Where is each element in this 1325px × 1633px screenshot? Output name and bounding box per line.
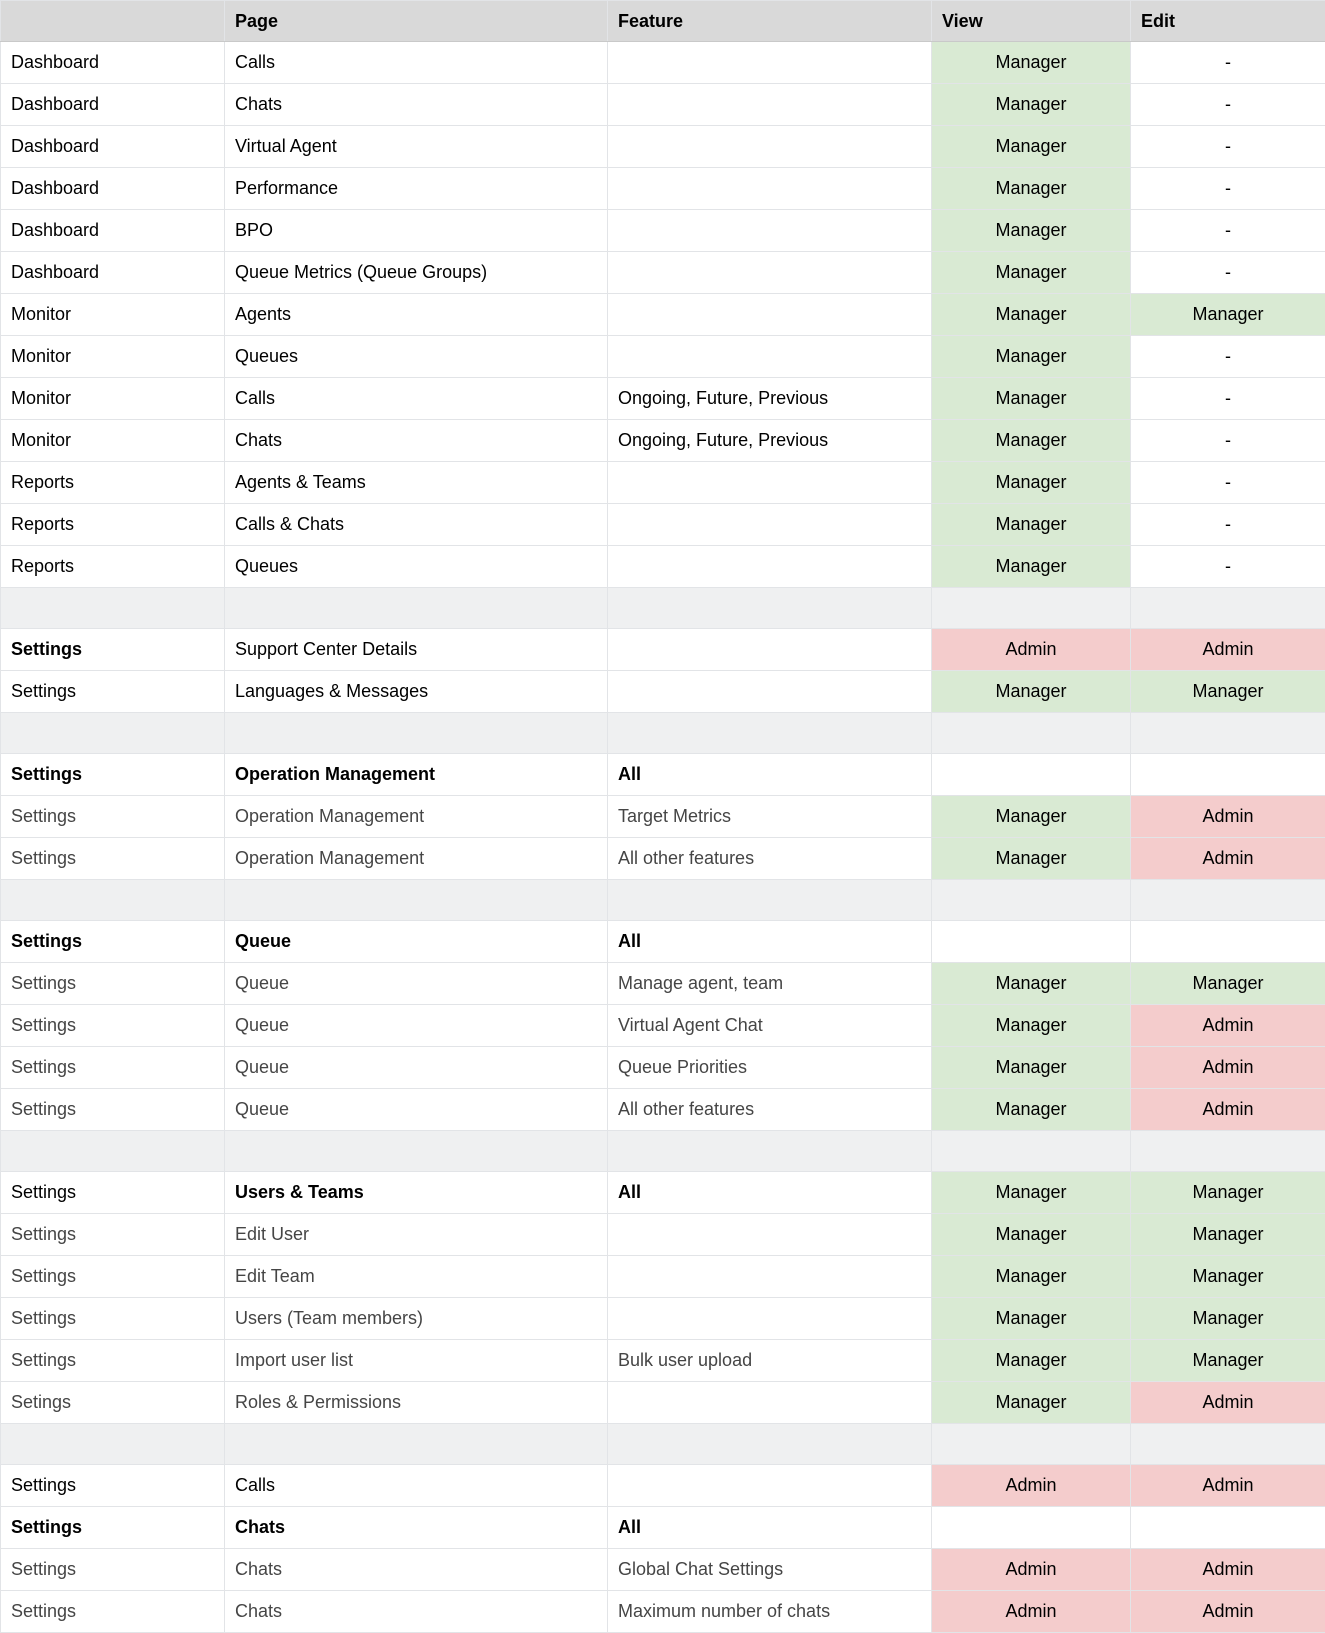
feature-cell[interactable]: Queue Priorities	[608, 1047, 932, 1089]
spacer-cell[interactable]	[932, 1424, 1131, 1465]
table-row	[1, 42, 1325, 84]
view-cell[interactable]: Manager	[932, 963, 1131, 1005]
view-cell[interactable]: Manager	[932, 1382, 1131, 1424]
table-row	[1, 921, 1325, 963]
table-row	[1, 963, 1325, 1005]
feature-cell[interactable]	[608, 671, 932, 713]
category-cell[interactable]: Reports	[1, 462, 225, 504]
spacer-cell[interactable]	[1131, 1424, 1325, 1465]
feature-cell[interactable]: All other features	[608, 1089, 932, 1131]
table-row	[1, 126, 1325, 168]
view-cell[interactable]	[932, 1507, 1131, 1549]
page-cell[interactable]: Edit User	[225, 1214, 608, 1256]
view-cell[interactable]: Manager	[932, 504, 1131, 546]
category-cell[interactable]: Settings	[1, 754, 225, 796]
feature-cell[interactable]	[608, 1298, 932, 1340]
edit-cell[interactable]: Admin	[1131, 1047, 1325, 1089]
table-row	[1, 754, 1325, 796]
category-cell[interactable]: Settings	[1, 921, 225, 963]
spacer-row	[1, 1131, 1325, 1172]
category-cell[interactable]: Settings	[1, 1465, 225, 1507]
spacer-cell[interactable]	[225, 880, 608, 921]
feature-cell[interactable]: All other features	[608, 838, 932, 880]
category-cell[interactable]: Settings	[1, 671, 225, 713]
spacer-cell[interactable]	[608, 880, 932, 921]
edit-cell[interactable]: Manager	[1131, 294, 1325, 336]
edit-cell[interactable]: Manager	[1131, 1340, 1325, 1382]
spacer-cell[interactable]	[1, 1424, 225, 1465]
table-row	[1, 629, 1325, 671]
category-cell[interactable]: Settings	[1, 796, 225, 838]
view-cell[interactable]	[932, 754, 1131, 796]
spacer-cell[interactable]	[225, 713, 608, 754]
category-cell[interactable]: Settings	[1, 1591, 225, 1633]
category-cell[interactable]: Dashboard	[1, 42, 225, 84]
feature-cell[interactable]: Target Metrics	[608, 796, 932, 838]
table-row	[1, 1214, 1325, 1256]
table-row	[1, 671, 1325, 713]
edit-cell[interactable]: Admin	[1131, 1005, 1325, 1047]
spacer-row	[1, 588, 1325, 629]
table-row	[1, 796, 1325, 838]
spacer-cell[interactable]	[225, 588, 608, 629]
table-row	[1, 84, 1325, 126]
category-cell[interactable]: Dashboard	[1, 210, 225, 252]
feature-cell[interactable]	[608, 1214, 932, 1256]
page-cell[interactable]: Agents & Teams	[225, 462, 608, 504]
edit-cell[interactable]: -	[1131, 546, 1325, 588]
view-cell[interactable]: Manager	[932, 126, 1131, 168]
category-cell[interactable]: Settings	[1, 1340, 225, 1382]
view-cell[interactable]: Admin	[932, 1465, 1131, 1507]
spacer-cell[interactable]	[608, 588, 932, 629]
feature-cell[interactable]: All	[608, 1172, 932, 1214]
view-cell[interactable]: Manager	[932, 1005, 1131, 1047]
feature-cell[interactable]	[608, 252, 932, 294]
category-cell[interactable]: Monitor	[1, 420, 225, 462]
table-row	[1, 336, 1325, 378]
spacer-cell[interactable]	[1, 880, 225, 921]
page-cell[interactable]: Queues	[225, 546, 608, 588]
table-row	[1, 1172, 1325, 1214]
edit-cell[interactable]: -	[1131, 336, 1325, 378]
view-cell[interactable]: Admin	[932, 1591, 1131, 1633]
view-cell[interactable]: Manager	[932, 420, 1131, 462]
view-cell[interactable]: Manager	[932, 336, 1131, 378]
table-row	[1, 378, 1325, 420]
category-cell[interactable]: Dashboard	[1, 168, 225, 210]
category-cell[interactable]: Reports	[1, 546, 225, 588]
category-cell[interactable]: Reports	[1, 504, 225, 546]
edit-cell[interactable]: Admin	[1131, 1382, 1325, 1424]
edit-cell[interactable]: -	[1131, 462, 1325, 504]
view-cell[interactable]: Manager	[932, 671, 1131, 713]
spacer-cell[interactable]	[225, 1131, 608, 1172]
page-cell[interactable]: Chats	[225, 84, 608, 126]
table-row	[1, 1382, 1325, 1424]
spacer-cell[interactable]	[932, 1131, 1131, 1172]
spacer-cell[interactable]	[1131, 1131, 1325, 1172]
page-cell[interactable]: Agents	[225, 294, 608, 336]
feature-cell[interactable]: All	[608, 921, 932, 963]
page-cell[interactable]: BPO	[225, 210, 608, 252]
spacer-cell[interactable]	[932, 588, 1131, 629]
view-cell[interactable]: Manager	[932, 546, 1131, 588]
spacer-cell[interactable]	[1, 588, 225, 629]
page-cell[interactable]: Chats	[225, 1549, 608, 1591]
view-cell[interactable]: Manager	[932, 838, 1131, 880]
feature-cell[interactable]: Manage agent, team	[608, 963, 932, 1005]
edit-cell[interactable]: -	[1131, 378, 1325, 420]
feature-cell[interactable]	[608, 1382, 932, 1424]
edit-cell[interactable]: Admin	[1131, 1591, 1325, 1633]
view-cell[interactable]: Manager	[932, 1089, 1131, 1131]
feature-cell[interactable]: All	[608, 1507, 932, 1549]
page-cell[interactable]: Languages & Messages	[225, 671, 608, 713]
feature-cell[interactable]: Ongoing, Future, Previous	[608, 420, 932, 462]
page-cell[interactable]: Calls	[225, 42, 608, 84]
spacer-row	[1, 880, 1325, 921]
table-row	[1, 1465, 1325, 1507]
header-view-cell[interactable]: View	[932, 1, 1131, 42]
category-cell[interactable]: Settings	[1, 963, 225, 1005]
view-cell[interactable]: Manager	[932, 294, 1131, 336]
edit-cell[interactable]: Admin	[1131, 1465, 1325, 1507]
header-feature-cell[interactable]: Feature	[608, 1, 932, 42]
page-cell[interactable]: Chats	[225, 1591, 608, 1633]
category-cell[interactable]: Dashboard	[1, 126, 225, 168]
page-cell[interactable]: Operation Management	[225, 796, 608, 838]
spacer-cell[interactable]	[1131, 880, 1325, 921]
table-row	[1, 1549, 1325, 1591]
page-cell[interactable]: Queues	[225, 336, 608, 378]
page-cell[interactable]: Operation Management	[225, 754, 608, 796]
spacer-cell[interactable]	[1, 713, 225, 754]
category-cell[interactable]: Monitor	[1, 336, 225, 378]
feature-cell[interactable]: Ongoing, Future, Previous	[608, 378, 932, 420]
page-cell[interactable]: Support Center Details	[225, 629, 608, 671]
feature-cell[interactable]: Maximum number of chats	[608, 1591, 932, 1633]
page-cell[interactable]: Calls	[225, 378, 608, 420]
header-page-cell[interactable]: Page	[225, 1, 608, 42]
feature-cell[interactable]	[608, 336, 932, 378]
category-cell[interactable]: Settings	[1, 1172, 225, 1214]
view-cell[interactable]: Manager	[932, 42, 1131, 84]
page-cell[interactable]: Operation Management	[225, 838, 608, 880]
page-cell[interactable]: Queue	[225, 963, 608, 1005]
view-cell[interactable]: Manager	[932, 1340, 1131, 1382]
category-cell[interactable]: Dashboard	[1, 252, 225, 294]
table-row	[1, 1340, 1325, 1382]
page-cell[interactable]: Import user list	[225, 1340, 608, 1382]
view-cell[interactable]: Manager	[932, 1256, 1131, 1298]
edit-cell[interactable]: Admin	[1131, 1089, 1325, 1131]
category-cell[interactable]: Monitor	[1, 378, 225, 420]
table-row	[1, 546, 1325, 588]
edit-cell[interactable]: Manager	[1131, 963, 1325, 1005]
edit-cell[interactable]: Admin	[1131, 1549, 1325, 1591]
category-cell[interactable]: Settings	[1, 1047, 225, 1089]
table-row	[1, 838, 1325, 880]
feature-cell[interactable]	[608, 210, 932, 252]
feature-cell[interactable]: All	[608, 754, 932, 796]
view-cell[interactable]: Admin	[932, 1549, 1131, 1591]
spacer-cell[interactable]	[225, 1424, 608, 1465]
edit-cell[interactable]: Admin	[1131, 629, 1325, 671]
category-cell[interactable]: Settings	[1, 1005, 225, 1047]
table-row	[1, 420, 1325, 462]
view-cell[interactable]: Manager	[932, 210, 1131, 252]
table-row	[1, 168, 1325, 210]
edit-cell[interactable]: Manager	[1131, 1172, 1325, 1214]
spacer-cell[interactable]	[608, 1424, 932, 1465]
permissions-table-body	[1, 42, 1325, 1633]
spacer-cell[interactable]	[1, 1131, 225, 1172]
page-cell[interactable]: Queue	[225, 1005, 608, 1047]
category-cell[interactable]: Settings	[1, 1089, 225, 1131]
page-cell[interactable]: Queue Metrics (Queue Groups)	[225, 252, 608, 294]
page-cell[interactable]: Edit Team	[225, 1256, 608, 1298]
feature-cell[interactable]	[608, 1465, 932, 1507]
feature-cell[interactable]: Bulk user upload	[608, 1340, 932, 1382]
table-row	[1, 210, 1325, 252]
view-cell[interactable]: Manager	[932, 378, 1131, 420]
edit-cell[interactable]: -	[1131, 42, 1325, 84]
edit-cell[interactable]: Manager	[1131, 1298, 1325, 1340]
view-cell[interactable]: Admin	[932, 629, 1131, 671]
feature-cell[interactable]	[608, 629, 932, 671]
header-edit-cell[interactable]: Edit	[1131, 1, 1325, 42]
spacer-cell[interactable]	[1131, 588, 1325, 629]
page-cell[interactable]: Queue	[225, 1089, 608, 1131]
spacer-cell[interactable]	[608, 713, 932, 754]
page-cell[interactable]: Chats	[225, 420, 608, 462]
spacer-row	[1, 1424, 1325, 1465]
edit-cell[interactable]: Admin	[1131, 796, 1325, 838]
page-cell[interactable]: Calls & Chats	[225, 504, 608, 546]
edit-cell[interactable]: Admin	[1131, 838, 1325, 880]
table-row	[1, 1089, 1325, 1131]
spacer-cell[interactable]	[1131, 713, 1325, 754]
view-cell[interactable]: Manager	[932, 84, 1131, 126]
table-row	[1, 1298, 1325, 1340]
category-cell[interactable]: Settings	[1, 629, 225, 671]
category-cell[interactable]: Setings	[1, 1382, 225, 1424]
category-cell[interactable]: Settings	[1, 1298, 225, 1340]
feature-cell[interactable]	[608, 1256, 932, 1298]
feature-cell[interactable]	[608, 84, 932, 126]
view-cell[interactable]: Manager	[932, 1172, 1131, 1214]
page-cell[interactable]: Chats	[225, 1507, 608, 1549]
spacer-row	[1, 713, 1325, 754]
page-cell[interactable]: Queue	[225, 1047, 608, 1089]
page-cell[interactable]: Users (Team members)	[225, 1298, 608, 1340]
category-cell[interactable]: Settings	[1, 1549, 225, 1591]
category-cell[interactable]: Settings	[1, 1214, 225, 1256]
edit-cell[interactable]: -	[1131, 504, 1325, 546]
feature-cell[interactable]	[608, 462, 932, 504]
edit-cell[interactable]: -	[1131, 126, 1325, 168]
page-cell[interactable]: Queue	[225, 921, 608, 963]
edit-cell[interactable]: Manager	[1131, 671, 1325, 713]
spacer-cell[interactable]	[932, 880, 1131, 921]
category-cell[interactable]: Settings	[1, 1507, 225, 1549]
view-cell[interactable]: Manager	[932, 796, 1131, 838]
spacer-cell[interactable]	[608, 1131, 932, 1172]
edit-cell[interactable]	[1131, 1507, 1325, 1549]
feature-cell[interactable]	[608, 504, 932, 546]
category-cell[interactable]: Settings	[1, 1256, 225, 1298]
category-cell[interactable]: Settings	[1, 838, 225, 880]
edit-cell[interactable]: -	[1131, 84, 1325, 126]
header-category-cell[interactable]	[1, 1, 225, 42]
view-cell[interactable]: Manager	[932, 1298, 1131, 1340]
table-row	[1, 462, 1325, 504]
edit-cell[interactable]: -	[1131, 252, 1325, 294]
edit-cell[interactable]	[1131, 754, 1325, 796]
edit-cell[interactable]	[1131, 921, 1325, 963]
table-row	[1, 1256, 1325, 1298]
page-cell[interactable]: Performance	[225, 168, 608, 210]
page-cell[interactable]: Users & Teams	[225, 1172, 608, 1214]
view-cell[interactable]: Manager	[932, 252, 1131, 294]
spacer-cell[interactable]	[932, 713, 1131, 754]
edit-cell[interactable]: -	[1131, 210, 1325, 252]
edit-cell[interactable]: Manager	[1131, 1214, 1325, 1256]
page-cell[interactable]: Virtual Agent	[225, 126, 608, 168]
table-row	[1, 252, 1325, 294]
feature-cell[interactable]: Global Chat Settings	[608, 1549, 932, 1591]
edit-cell[interactable]: -	[1131, 420, 1325, 462]
page-cell[interactable]: Roles & Permissions	[225, 1382, 608, 1424]
table-row	[1, 1591, 1325, 1633]
view-cell[interactable]: Manager	[932, 1047, 1131, 1089]
feature-cell[interactable]	[608, 294, 932, 336]
table-row	[1, 1507, 1325, 1549]
feature-cell[interactable]	[608, 42, 932, 84]
feature-cell[interactable]	[608, 168, 932, 210]
table-row	[1, 1047, 1325, 1089]
view-cell[interactable]	[932, 921, 1131, 963]
edit-cell[interactable]: -	[1131, 168, 1325, 210]
table-row	[1, 504, 1325, 546]
view-cell[interactable]: Manager	[932, 168, 1131, 210]
category-cell[interactable]: Dashboard	[1, 84, 225, 126]
feature-cell[interactable]	[608, 546, 932, 588]
edit-cell[interactable]: Manager	[1131, 1256, 1325, 1298]
page-cell[interactable]: Calls	[225, 1465, 608, 1507]
category-cell[interactable]: Monitor	[1, 294, 225, 336]
table-row	[1, 294, 1325, 336]
feature-cell[interactable]: Virtual Agent Chat	[608, 1005, 932, 1047]
view-cell[interactable]: Manager	[932, 462, 1131, 504]
feature-cell[interactable]	[608, 126, 932, 168]
table-row	[1, 1005, 1325, 1047]
view-cell[interactable]: Manager	[932, 1214, 1131, 1256]
table-header-row	[1, 1, 1325, 42]
